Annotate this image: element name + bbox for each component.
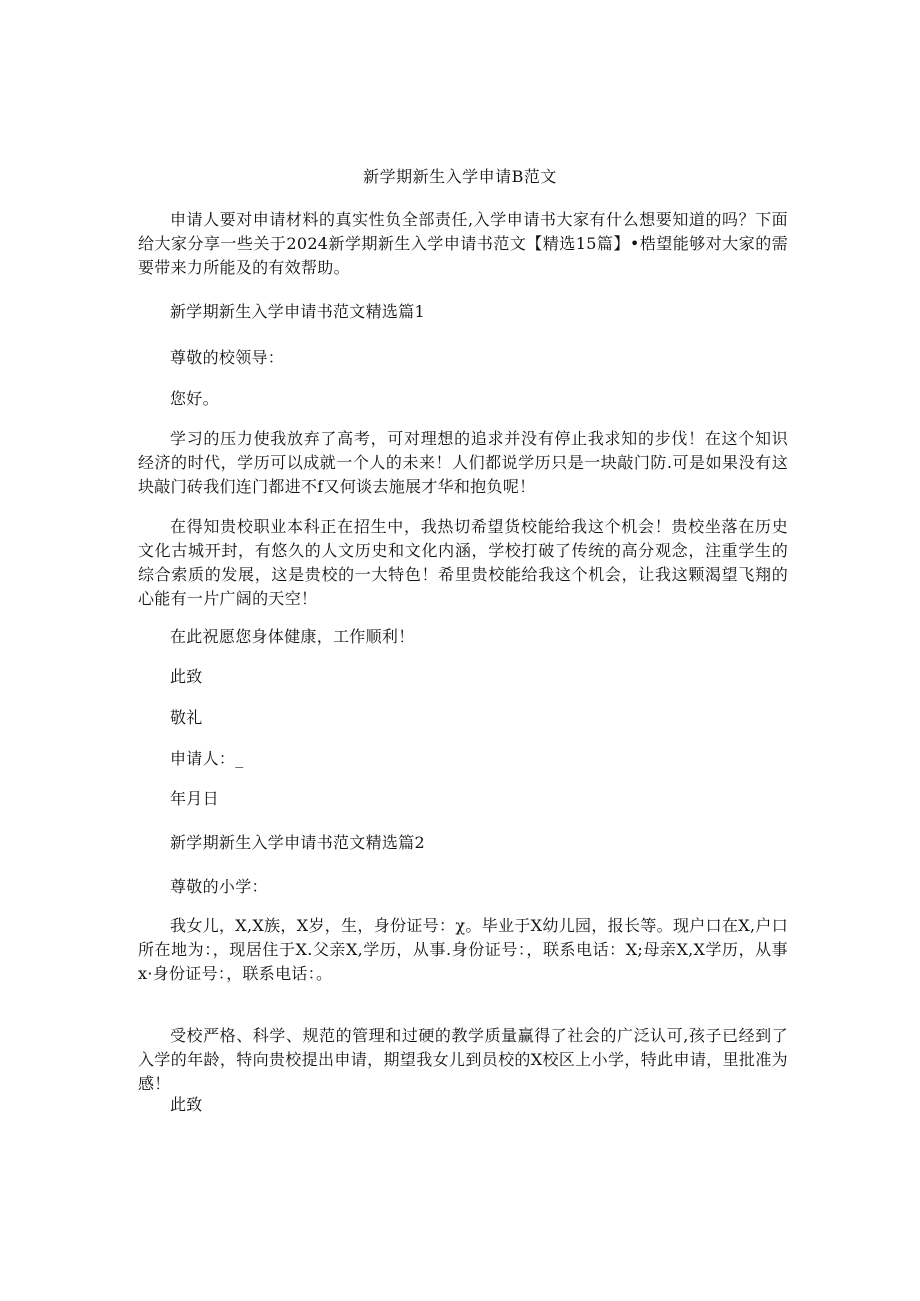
- section2-salutation: 尊敬的小学：: [170, 877, 268, 896]
- intro-paragraph: 申请人要对申请材料的真实性负全部责任,入学申请书大家有什么想要知道的吗？下面给大家分享一些关于2024新学期新生入学申请书范文【精选15篇】•梏望能够对大家的需要带来力所能及的有效帮助。: [138, 210, 788, 277]
- section1-heading: 新学期新生入学申请书范文精选篇1: [170, 302, 425, 321]
- section1-wish: 在此祝愿您身体健康，工作顺利！: [170, 627, 415, 646]
- section2-paragraph-1: 我女儿，X,X族，X岁，生，身份证号：χ。毕业于X幼儿园，报长等。现户口在X,户口所在地为：，现居住于X.父亲X,学历，从事.身份证号：，联系电话：X;母亲X,X学历，从事x·身份证号：，联系电话：。: [138, 916, 788, 983]
- document-title: 新学期新生入学申请B范文: [363, 167, 557, 186]
- section2-heading: 新学期新生入学申请书范文精选篇2: [170, 833, 425, 852]
- section1-closing-1: 此致: [170, 667, 203, 686]
- section2-paragraph-2: 受校严格、科学、规范的管理和过硬的教学质量赢得了社会的广泛认可,孩子已经到了入学的年龄，特向贵校提出申请，期望我女儿到员校的X校区上小学，特此申请，里批准为感！: [138, 1026, 788, 1093]
- section1-closing-2: 敬礼: [170, 708, 203, 727]
- section2-closing-1: 此致: [170, 1095, 203, 1114]
- section1-applicant: 申请人：_: [170, 749, 244, 768]
- section1-date: 年月日: [170, 789, 219, 808]
- section1-greeting: 您好。: [170, 389, 219, 408]
- section1-paragraph-2: 在得知贵校职业本科正在招生中，我热切希望货校能给我这个机会！贵校坐落在历史文化古城开封，有悠久的人文历史和文化内涵，学校打破了传统的高分观念，注重学生的综合索质的发展，这是贵校的一大特色！希里贵校能给我这个机会，让我这颗渴望飞翔的心能有一片广阔的天空！: [138, 517, 788, 608]
- section1-salutation: 尊敬的校领导：: [170, 348, 285, 367]
- section1-paragraph-1: 学习的压力使我放弃了高考，可对理想的追求并没有停止我求知的步伐！在这个知识经济的时代，学历可以成就一个人的未来！人们都说学历只是一块敲门防.可是如果没有这块敲门砖我们连门都进不f又何谈去施展才华和抱负呢！: [138, 429, 788, 496]
